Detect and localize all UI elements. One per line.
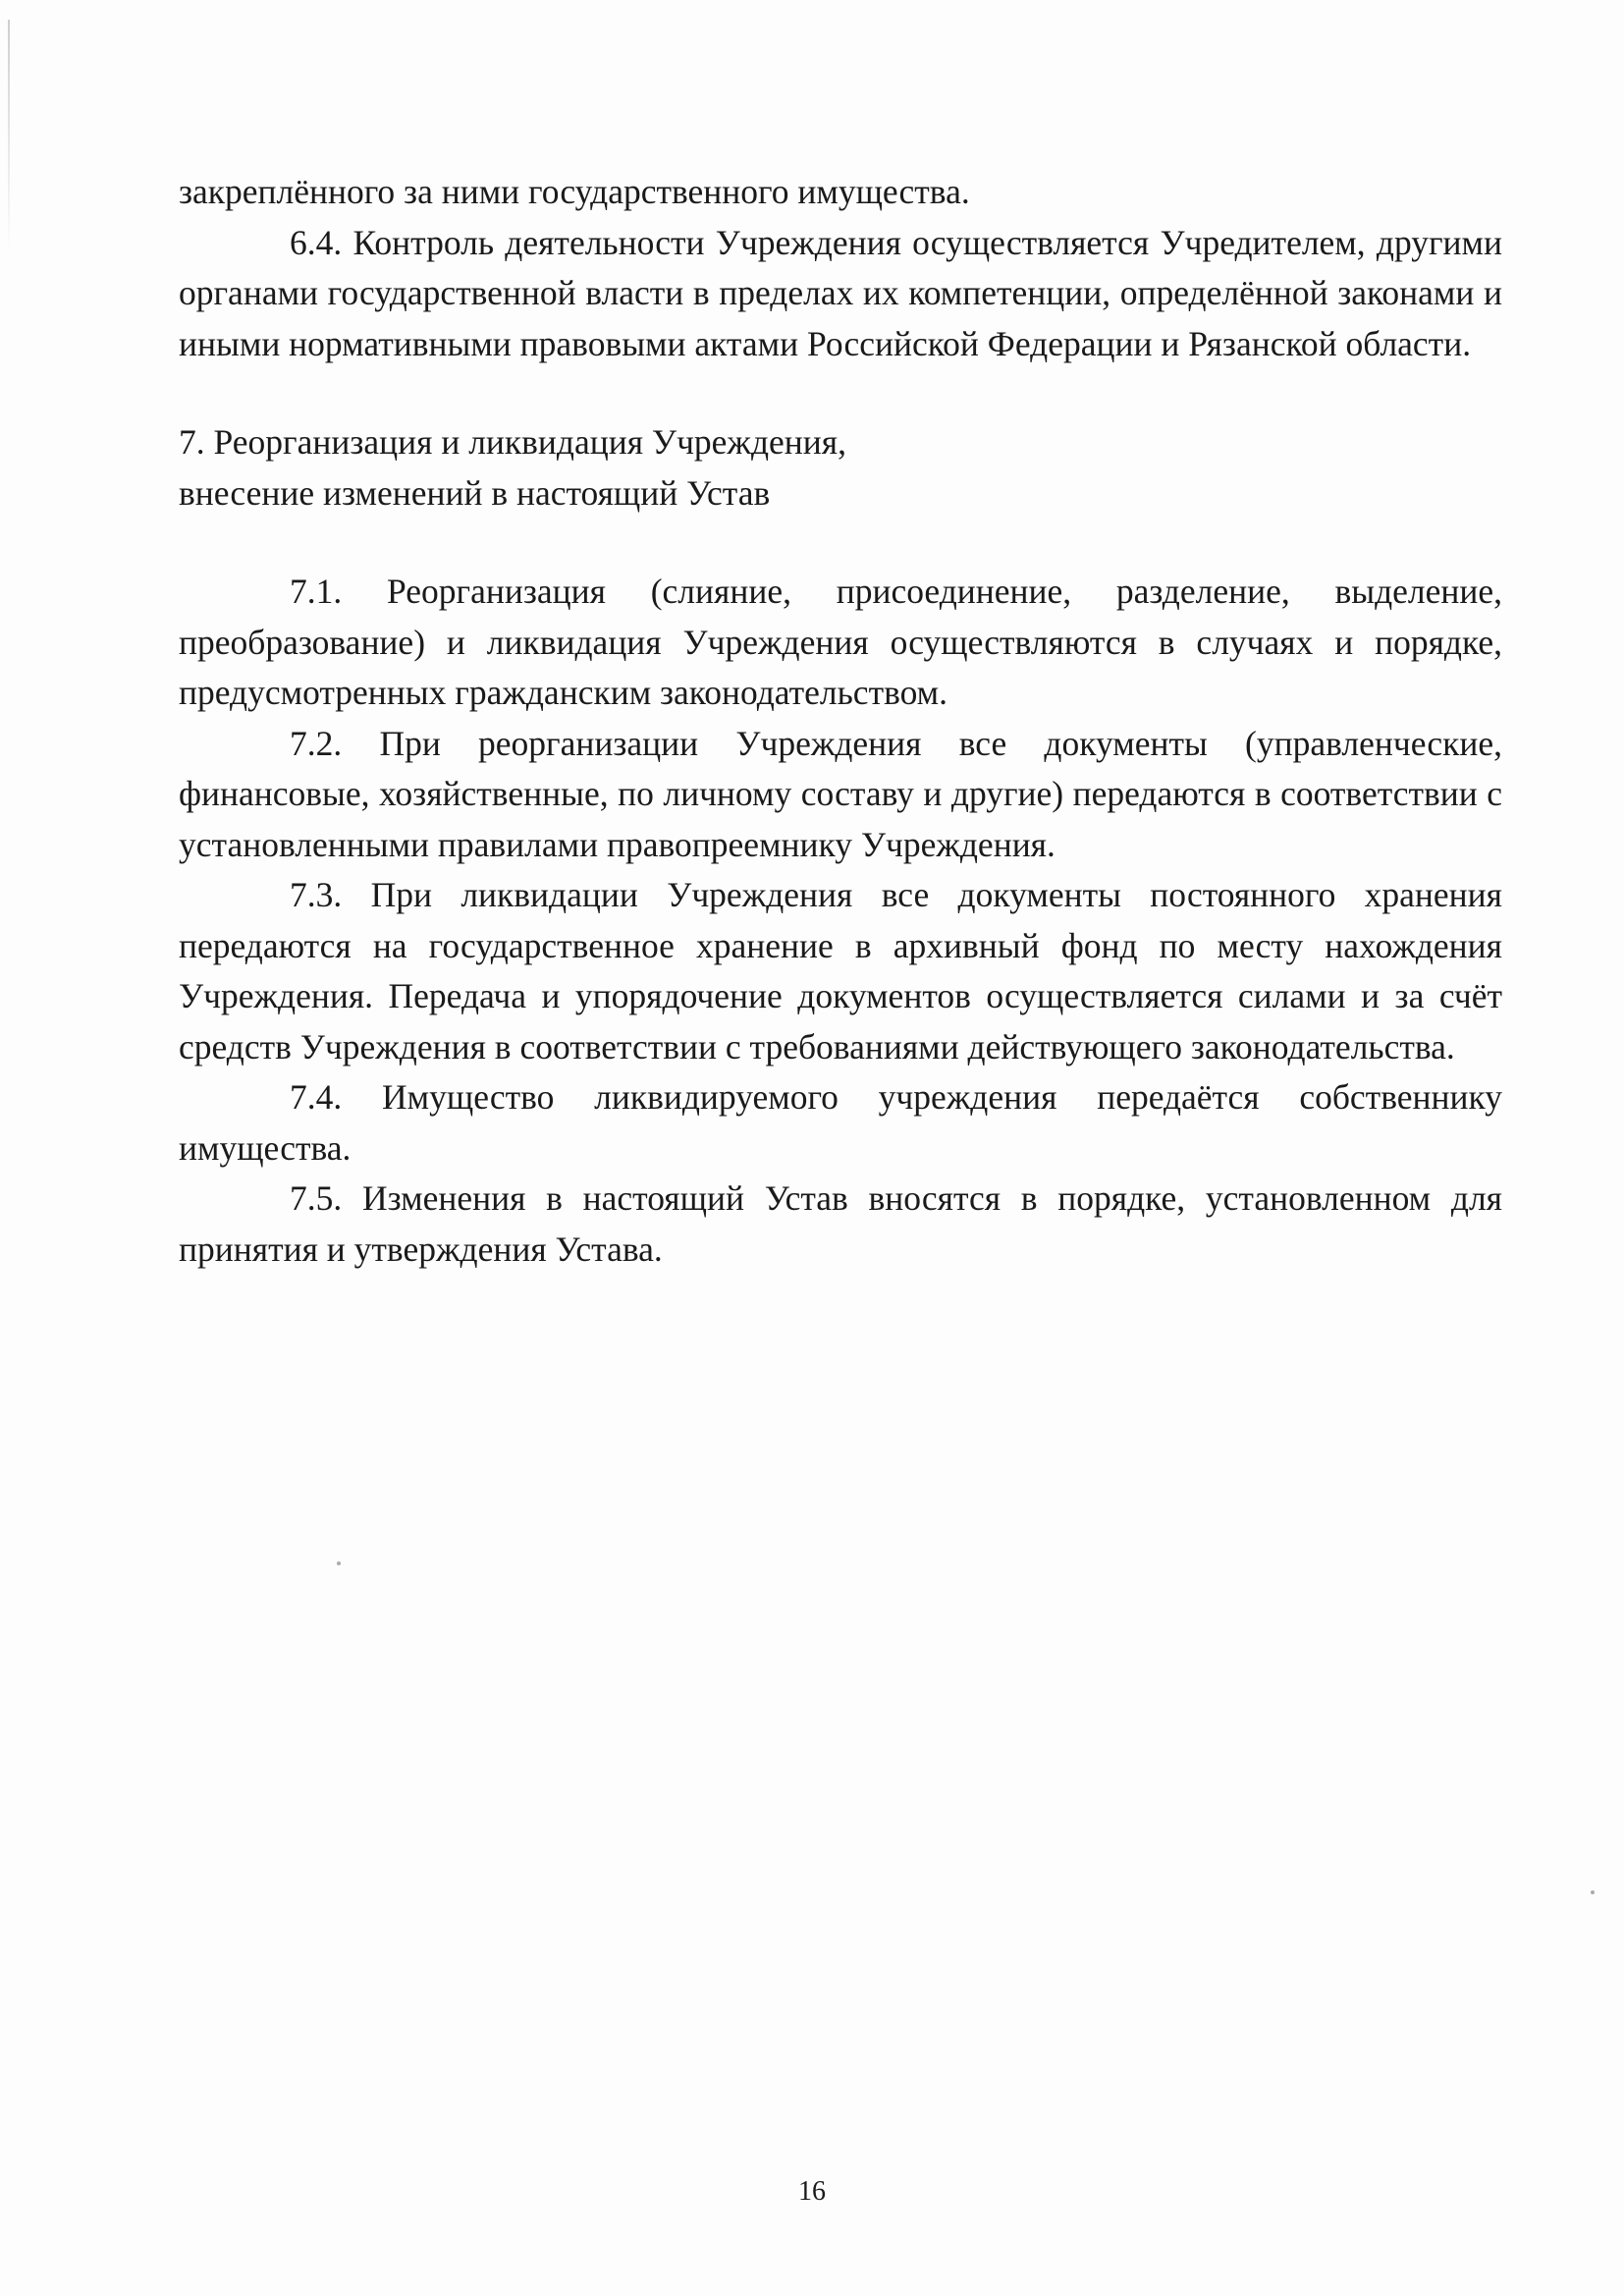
paragraph-7-5: 7.5. Изменения в настоящий Устав вносятся в порядке, установленном для принятия и утверждения Устава. [179,1178,1502,1269]
section-7-heading-line-1: 7. Реорганизация и ликвидация Учреждения, [179,422,846,462]
paragraph-7-2: 7.2. При реорганизации Учреждения все документы (управленческие, финансовые, хозяйственные, по личному составу и другие) передаются в соответствии с установленными правилами правопреемнику Учреждения. [179,723,1502,864]
scan-speck [337,1561,341,1565]
paragraph-6-4: 6.4. Контроль деятельности Учреждения осуществляется Учредителем, другими органами государственной власти в пределах их компетенции, определённой законами и иными нормативными правовыми актами Российской Федерации и Рязанской области. [179,222,1502,363]
paragraph-7-3: 7.3. При ликвидации Учреждения все документы постоянного хранения передаются на государственное хранение в архивный фонд по месту нахождения Учреждения. Передача и упорядочение документов осуществляется силами и за счёт средств Учреждения в соответствии с требованиями действующего законодательства. [179,875,1502,1066]
continuation-text: закреплённого за ними государственного имущества. [179,172,970,211]
scan-edge-artifact [8,20,10,255]
document-body [179,167,1502,1275]
section-7-heading-line-2: внесение изменений в настоящий Устав [179,472,771,513]
section-7-heading [179,417,1502,519]
page-number: 16 [798,2176,826,2207]
scan-speck [1591,1890,1595,1894]
paragraph-7-4: 7.4. Имущество ликвидируемого учреждения передаётся собственнику имущества. [179,1077,1502,1168]
paragraph-7-1: 7.1. Реорганизация (слияние, присоединение, разделение, выделение, преобразование) и ликвидация Учреждения осуществляются в случаях и порядке, предусмотренных гражданским законодательством. [179,572,1502,712]
